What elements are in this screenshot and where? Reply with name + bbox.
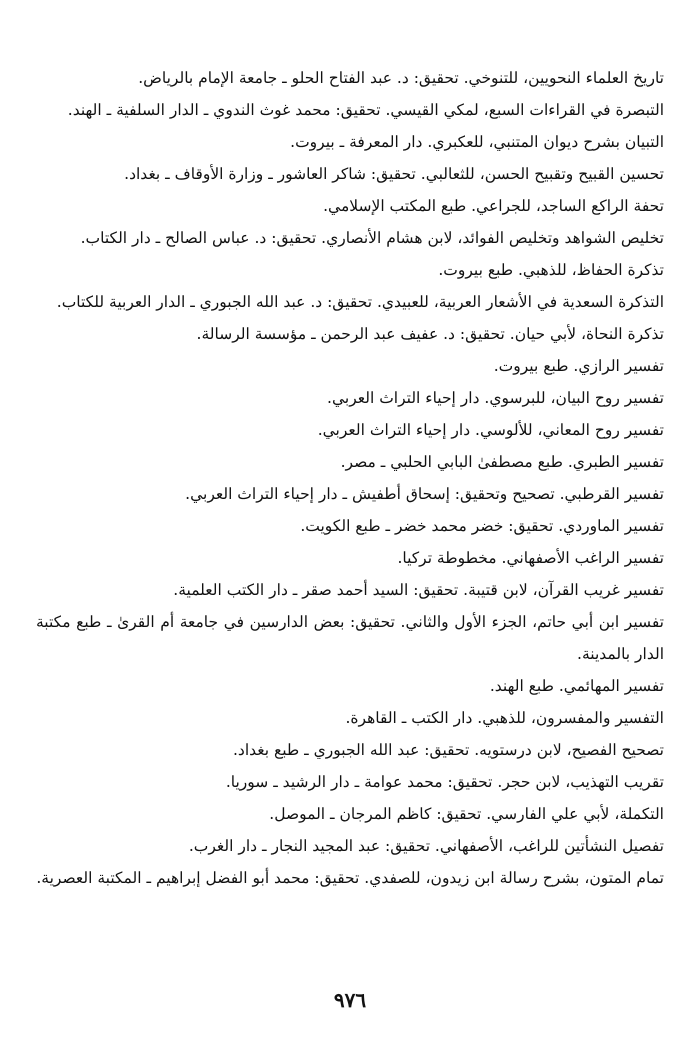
page-number: ٩٧٦ — [333, 988, 367, 1012]
reference-entry: تفصيل النشأتين للراغب، الأصفهاني. تحقيق: عبد المجيد النجار ـ دار الغرب. — [188, 837, 664, 855]
reference-entry: تحفة الراكع الساجد، للجراعي. طبع المكتب الإسلامي. — [323, 197, 664, 215]
reference-entry: تفسير الرازي. طبع بيروت. — [493, 357, 664, 375]
reference-entry: تقريب التهذيب، لابن حجر. تحقيق: محمد عوامة ـ دار الرشيد ـ سوريا. — [225, 773, 664, 791]
reference-entry: تفسير المهائمي. طبع الهند. — [489, 677, 664, 695]
reference-entry: التفسير والمفسرون، للذهبي. دار الكتب ـ القاهرة. — [345, 709, 664, 727]
reference-entry: تفسير الطبري. طبع مصطفىٰ البابي الحلبي ـ مصر. — [340, 453, 664, 471]
reference-entry: تصحيح الفصيح، لابن درستويه. تحقيق: عبد الله الجبوري ـ طبع بغداد. — [233, 741, 664, 759]
reference-entry: التذكرة السعدية في الأشعار العربية، للعبيدي. تحقيق: د. عبد الله الجبوري ـ الدار العربية للكتاب. — [56, 293, 664, 311]
reference-entry: تذكرة النحاة، لأبي حيان. تحقيق: د. عفيف عبد الرحمن ـ مؤسسة الرسالة. — [196, 325, 664, 343]
reference-entry: التبصرة في القراءات السبع، لمكي القيسي. تحقيق: محمد غوث الندوي ـ الدار السلفية ـ الهند. — [67, 101, 664, 119]
reference-entry: تفسير الراغب الأصفهاني. مخطوطة تركيا. — [397, 549, 664, 567]
reference-entry: تخليص الشواهد وتخليص الفوائد، لابن هشام الأنصاري. تحقيق: د. عباس الصالح ـ دار الكتاب. — [80, 229, 664, 247]
reference-entry: التكملة، لأبي علي الفارسي. تحقيق: كاظم المرجان ـ الموصل. — [269, 805, 664, 823]
reference-entry: التبيان بشرح ديوان المتنبي، للعكبري. دار المعرفة ـ بيروت. — [290, 133, 664, 151]
reference-entry: تفسير ابن أبي حاتم، الجزء الأول والثاني. تحقيق: بعض الدارسين في جامعة أم القرىٰ ـ طبع مكتبة الدار بالمدينة. — [36, 613, 664, 663]
reference-entry: تحسين القبيح وتقبيح الحسن، للثعالبي. تحقيق: شاكر العاشور ـ وزارة الأوقاف ـ بغداد. — [124, 165, 664, 183]
reference-entry: تفسير روح البيان، للبرسوي. دار إحياء التراث العربي. — [327, 389, 664, 407]
reference-entry: تذكرة الحفاظ، للذهبي. طبع بيروت. — [438, 261, 664, 279]
reference-entry: تمام المتون، بشرح رسالة ابن زيدون، للصفدي. تحقيق: محمد أبو الفضل إبراهيم ـ المكتبة العصرية. — [36, 869, 664, 887]
reference-list — [36, 62, 664, 894]
reference-entry: تفسير الماوردي. تحقيق: خضر محمد خضر ـ طبع الكويت. — [300, 517, 664, 535]
reference-entry: تفسير القرطبي. تصحيح وتحقيق: إسحاق أطفيش ـ دار إحياء التراث العربي. — [185, 485, 664, 503]
reference-entry: تفسير روح المعاني، للألوسي. دار إحياء التراث العربي. — [317, 421, 664, 439]
reference-entry: تاريخ العلماء النحويين، للتنوخي. تحقيق: د. عبد الفتاح الحلو ـ جامعة الإمام بالرياض. — [138, 69, 664, 87]
reference-entry: تفسير غريب القرآن، لابن قتيبة. تحقيق: السيد أحمد صقر ـ دار الكتب العلمية. — [173, 581, 664, 599]
